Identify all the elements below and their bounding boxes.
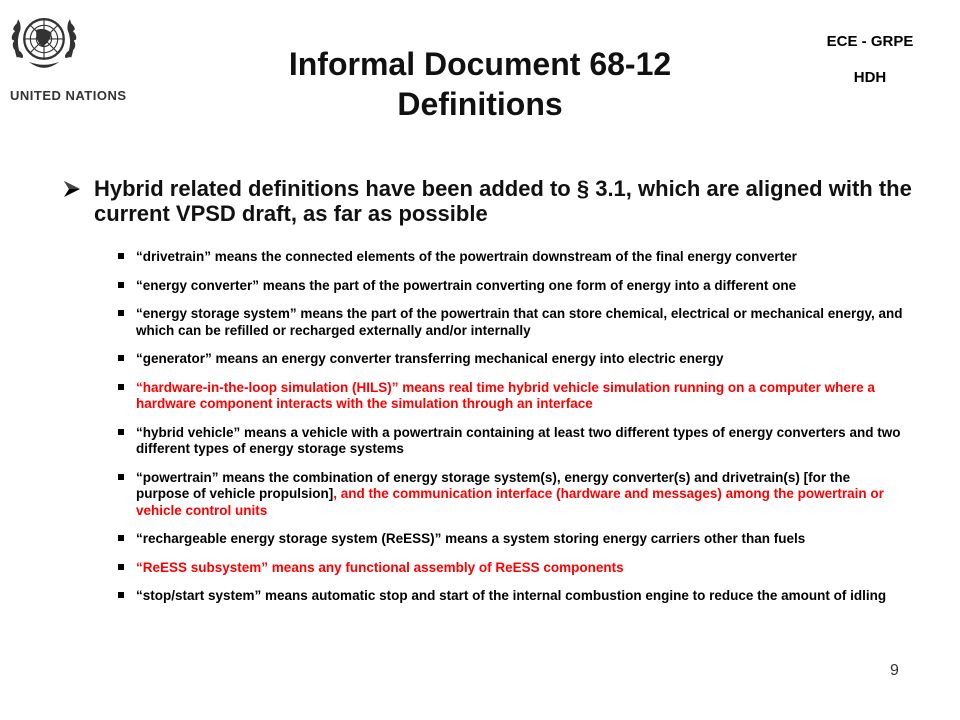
definition-text: “generator” means an energy converter transferring mechanical energy into electric energy [136, 351, 724, 366]
square-bullet-icon [118, 355, 124, 361]
main-point-text: Hybrid related definitions have been added to § 3.1, which are aligned with the current VPSD draft, as far as possible [94, 176, 912, 226]
definition-text: “hardware-in-the-loop simulation (HILS)” means real time hybrid vehicle simulation running on a computer where a hardware component interacts with the simulation through an interface [136, 379, 875, 411]
title-line-2: Definitions [397, 86, 563, 122]
committee-label: ECE - GRPE [826, 33, 914, 50]
group-label: HDH [853, 69, 887, 86]
square-bullet-icon [118, 564, 124, 570]
definition-text: “rechargeable energy storage system (ReESS)” means a system storing energy carriers other than fuels [136, 531, 806, 546]
square-bullet-icon [118, 474, 124, 480]
definition-text: “drivetrain” means the connected elements of the powertrain downstream of the final energy converter [136, 249, 797, 264]
definition-item-new [116, 380, 906, 413]
square-bullet-icon [118, 384, 124, 390]
square-bullet-icon [118, 310, 124, 316]
definition-text-added: , and the communication interface (hardware and messages) among the powertrain or vehicle control units [136, 486, 884, 518]
definition-item [116, 470, 906, 520]
definition-item [116, 531, 906, 548]
title-line-1: Informal Document 68-12 [288, 46, 672, 82]
square-bullet-icon [118, 282, 124, 288]
square-bullet-icon [118, 535, 124, 541]
definition-text: “stop/start system” means automatic stop and start of the internal combustion engine to reduce the amount of idling [136, 588, 887, 603]
header-right [810, 24, 930, 96]
definition-item [116, 351, 906, 368]
definition-item [116, 249, 906, 266]
definition-item-new [116, 560, 906, 577]
square-bullet-icon [118, 592, 124, 598]
definition-text: “powertrain” means the combination of energy storage system(s), energy converter(s) and drivetrain(s) [for the purpose of vehicle propulsion] [136, 469, 851, 501]
definition-item [116, 425, 906, 458]
definitions-list [116, 249, 906, 617]
page-number: 9 [890, 662, 899, 679]
definition-text: “energy converter” means the part of the powertrain converting one form of energy into a different one [136, 277, 797, 293]
definition-item [116, 306, 906, 339]
square-bullet-icon [118, 429, 124, 435]
definition-item [116, 588, 906, 605]
definition-text: “ReESS subsystem” means any functional assembly of ReESS components [136, 559, 624, 575]
definition-text: “hybrid vehicle” means a vehicle with a powertrain containing at least two different types of energy converters and two different types of energy storage systems [136, 424, 901, 456]
square-bullet-icon [118, 253, 124, 259]
definition-item [116, 278, 906, 295]
un-emblem-icon [6, 4, 82, 80]
org-name: UNITED NATIONS [10, 88, 127, 103]
main-point [62, 176, 922, 226]
arrow-bullet-icon [62, 179, 82, 199]
page-title [200, 44, 760, 124]
definition-text: “energy storage system” means the part of the powertrain that can store chemical, electrical or mechanical energy, and which can be refilled or recharged externally and/or internally [136, 306, 903, 338]
